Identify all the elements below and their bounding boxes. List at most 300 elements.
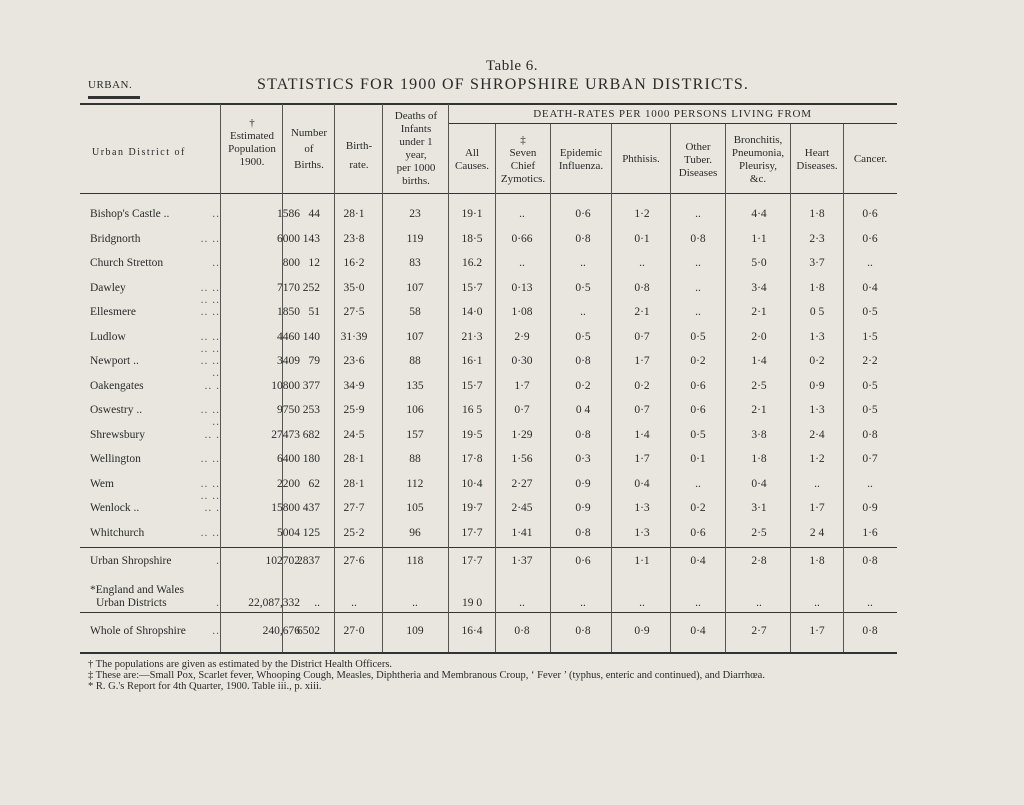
district-name: Urban Shropshire xyxy=(90,555,172,567)
leader-dots: .. .. xyxy=(200,453,220,465)
cell-heart: .. xyxy=(814,477,820,490)
header-line: Population xyxy=(228,143,276,155)
cell-births: .. xyxy=(314,597,320,609)
table-row xyxy=(0,380,1024,396)
cell-births: 62 xyxy=(308,477,320,490)
table-row xyxy=(0,257,1024,273)
cell-phth: 1·7 xyxy=(634,453,650,465)
header-line: Diseases. xyxy=(796,160,838,172)
leader-dots: .. .. xyxy=(200,306,220,318)
cell-seven: 0·13 xyxy=(511,281,533,294)
cell-phth: 1·4 xyxy=(634,428,650,441)
cell-canc: .. xyxy=(867,477,873,490)
cell-heart: 2·4 xyxy=(809,428,825,441)
cell-pop: 3409 xyxy=(277,355,300,367)
cell-tub: 0·2 xyxy=(690,355,706,367)
district-name: Newport .. xyxy=(90,355,139,367)
cell-epi: .. xyxy=(580,306,586,318)
cell-pop: 4460 xyxy=(277,330,300,343)
header-line: Influenza. xyxy=(558,160,604,172)
header-line: Births. xyxy=(294,159,324,171)
table-row xyxy=(0,208,1024,224)
cell-seven: 1·7 xyxy=(514,379,530,392)
header-line: All xyxy=(464,147,480,159)
births-header xyxy=(284,127,334,172)
cell-phth: 0·7 xyxy=(634,330,650,343)
table-number: Table 6. xyxy=(485,58,539,74)
header-line: † xyxy=(249,117,255,129)
district-name: Dawley xyxy=(90,281,126,294)
leader-dots: .. .. .. xyxy=(200,404,220,428)
cell-tub: 0·2 xyxy=(690,502,706,514)
district-name: Bishop's Castle .. xyxy=(90,208,170,220)
header-line: Bronchitis, xyxy=(733,134,783,146)
table-row xyxy=(0,555,1024,571)
cell-all: 16·1 xyxy=(461,355,483,367)
cell-canc: 0·8 xyxy=(862,555,878,567)
cell-seven: 0·8 xyxy=(514,625,530,637)
cell-phth: .. xyxy=(639,257,645,269)
page-title: STATISTICS FOR 1900 OF SHROPSHIRE URBAN DISTRICTS. xyxy=(257,76,750,93)
cell-heart: 1·2 xyxy=(809,453,825,465)
cell-phth: .. xyxy=(639,597,645,609)
header-line: Pleurisy, xyxy=(738,160,778,172)
cell-epi: 0·5 xyxy=(575,281,591,294)
cell-canc: 0·6 xyxy=(862,232,878,245)
leader-dots: . xyxy=(216,597,220,609)
cell-rate: 25·2 xyxy=(343,526,365,539)
cell-canc: 0·5 xyxy=(862,404,878,416)
header-line: rate. xyxy=(349,159,369,171)
cell-heart: 1·3 xyxy=(809,404,825,416)
table-row xyxy=(0,281,1024,306)
cell-rate: 25·9 xyxy=(343,404,365,416)
cell-phth: 0·7 xyxy=(634,404,650,416)
cell-births: 6502 xyxy=(297,625,320,637)
leader-dots: .. .. .. .. xyxy=(200,477,220,502)
phthisis-header xyxy=(612,153,670,166)
cell-canc: 0·5 xyxy=(862,379,878,392)
cell-inf: 109 xyxy=(406,625,424,637)
cell-epi: 0·8 xyxy=(575,625,591,637)
cell-inf: 118 xyxy=(406,555,424,567)
district-name: Wem xyxy=(90,477,114,490)
cell-pop: 240,676 xyxy=(262,625,300,637)
cell-tub: .. xyxy=(695,281,701,294)
cell-all: 17·7 xyxy=(461,555,483,567)
cell-seven: 1·56 xyxy=(511,453,533,465)
cell-seven: 1·37 xyxy=(511,555,533,567)
cell-heart: 1·8 xyxy=(809,281,825,294)
cell-bron: 3·8 xyxy=(751,428,767,441)
header-line: Infants xyxy=(400,123,432,135)
district-name: Oakengates xyxy=(90,379,144,392)
header-line: Causes. xyxy=(455,160,489,172)
cell-rate: 23·6 xyxy=(343,355,365,367)
cell-births: 44 xyxy=(308,208,320,220)
cell-all: 19·1 xyxy=(461,208,483,220)
cell-canc: 1·5 xyxy=(862,330,878,343)
cell-epi: .. xyxy=(580,257,586,269)
cell-all: 19·5 xyxy=(461,428,483,441)
all-causes-header xyxy=(449,147,495,173)
cell-bron: 3·4 xyxy=(751,281,767,294)
header-line: Deaths of xyxy=(394,110,438,122)
table-row xyxy=(0,330,1024,355)
cell-rate: 28·1 xyxy=(343,453,365,465)
cell-tub: .. xyxy=(695,477,701,490)
cell-rate: 31·39 xyxy=(340,330,368,343)
cell-seven: 0·30 xyxy=(511,355,533,367)
cell-all: 16.2 xyxy=(461,257,483,269)
cell-canc: 1·6 xyxy=(862,526,878,539)
cell-tub: 0·8 xyxy=(690,232,706,245)
cell-inf: 23 xyxy=(409,208,421,220)
cell-tub: .. xyxy=(695,257,701,269)
cell-rate: .. xyxy=(351,597,357,609)
table-row xyxy=(0,355,1024,379)
footnote: ‡ These are:—Small Pox, Scarlet fever, Whooping Cough, Measles, Diphtheria and Membranous Croup, ‘ Fever ’ (typhus, enteric and continued), and Diarrhœa. xyxy=(88,670,765,681)
cell-phth: 0·4 xyxy=(634,477,650,490)
district-header: Urban District of xyxy=(92,147,186,158)
header-line: births. xyxy=(402,175,430,187)
table-row xyxy=(0,502,1024,518)
cell-inf: 58 xyxy=(409,306,421,318)
epidemic-influenza-header xyxy=(551,147,611,173)
table-row xyxy=(0,453,1024,469)
cell-tub: 0·1 xyxy=(690,453,706,465)
cell-all: 10·4 xyxy=(461,477,483,490)
cell-rate: 27·6 xyxy=(343,555,365,567)
death-rates-group-header: DEATH-RATES PER 1000 PERSONS LIVING FROM xyxy=(533,108,812,120)
cell-pop: 1850 xyxy=(277,306,300,318)
district-name: Wellington xyxy=(90,453,141,465)
cell-phth: 1·1 xyxy=(634,555,650,567)
district-name-line: Urban Districts xyxy=(96,597,167,609)
cell-all: 16·4 xyxy=(461,625,483,637)
leader-dots: .. . xyxy=(204,502,220,514)
cell-heart: 1·3 xyxy=(809,330,825,343)
cell-epi: 0·9 xyxy=(575,477,591,490)
cell-heart: 1·7 xyxy=(809,625,825,637)
cell-epi: 0·5 xyxy=(575,330,591,343)
cell-inf: 107 xyxy=(406,281,424,294)
header-line: Zymotics. xyxy=(500,173,546,185)
cell-rate: 27·5 xyxy=(343,306,365,318)
header-line: year, xyxy=(405,149,427,161)
district-name: Church Stretton xyxy=(90,257,164,269)
cell-phth: 0·1 xyxy=(634,232,650,245)
cell-bron: 2·1 xyxy=(751,404,767,416)
cell-pop: 6400 xyxy=(277,453,300,465)
cell-births: 51 xyxy=(308,306,320,318)
cell-phth: 0·2 xyxy=(634,379,650,392)
cell-tub: 0·5 xyxy=(690,428,706,441)
birth-rate-header xyxy=(336,140,382,172)
cell-tub: .. xyxy=(695,597,701,609)
cell-phth: 1·2 xyxy=(634,208,650,220)
cell-all: 15·7 xyxy=(461,281,483,294)
cell-canc: 0·6 xyxy=(862,208,878,220)
leader-dots: . xyxy=(216,555,220,567)
district-name: Shrewsbury xyxy=(90,428,145,441)
cell-inf: 112 xyxy=(406,477,424,490)
district-name xyxy=(90,584,184,610)
header-line: Seven xyxy=(509,147,537,159)
cell-births: 2837 xyxy=(297,555,320,567)
section-label: URBAN. xyxy=(88,79,133,91)
cell-rate: 27·0 xyxy=(343,625,365,637)
header-line: Diseases xyxy=(678,167,718,179)
cell-pop: 7170 xyxy=(277,281,300,294)
leader-dots: .. .. .. .. xyxy=(200,330,220,355)
header-line: Phthisis. xyxy=(622,153,660,165)
table-row xyxy=(0,625,1024,641)
cell-seven: 1·08 xyxy=(511,306,533,318)
header-line: &c. xyxy=(749,173,767,185)
table-row xyxy=(0,429,1024,445)
cell-pop: 5004 xyxy=(277,526,300,539)
cell-heart: 2 4 xyxy=(809,526,825,539)
cell-all: 14·0 xyxy=(461,306,483,318)
cell-canc: 0·9 xyxy=(862,502,878,514)
footnote: * R. G.'s Report for 4th Quarter, 1900. Table iii., p. xiii. xyxy=(88,681,322,692)
leader-dots: .. . xyxy=(204,379,220,392)
header-line: of xyxy=(304,143,314,155)
table-row xyxy=(0,404,1024,428)
body-bottom-rule xyxy=(80,547,897,548)
cell-heart: 1·8 xyxy=(809,555,825,567)
cell-inf: 157 xyxy=(406,428,424,441)
cell-seven: 0·66 xyxy=(511,232,533,245)
cell-rate: 28·1 xyxy=(343,208,365,220)
cell-all: 21·3 xyxy=(461,330,483,343)
cell-canc: 0·8 xyxy=(862,625,878,637)
cell-pop: 2200 xyxy=(277,477,300,490)
cell-rate: 27·7 xyxy=(343,502,365,514)
cell-epi: 0·6 xyxy=(575,208,591,220)
cell-seven: 2·45 xyxy=(511,502,533,514)
cell-bron: 2·0 xyxy=(751,330,767,343)
cell-seven: .. xyxy=(519,208,525,220)
cell-epi: 0·2 xyxy=(575,379,591,392)
leader-dots: .. .. .. .. xyxy=(200,281,220,306)
cell-bron: 4·4 xyxy=(751,208,767,220)
cell-bron: 3·1 xyxy=(751,502,767,514)
cell-births: 253 xyxy=(302,404,320,416)
cell-all: 15·7 xyxy=(461,379,483,392)
cell-heart: .. xyxy=(814,597,820,609)
district-name: Wenlock .. xyxy=(90,502,140,514)
cell-heart: 0·2 xyxy=(809,355,825,367)
cell-pop: 10800 xyxy=(271,379,300,392)
cell-inf: 105 xyxy=(406,502,424,514)
cell-pop: 102702 xyxy=(265,555,300,567)
cell-rate: 24·5 xyxy=(343,428,365,441)
cell-births: 180 xyxy=(302,453,320,465)
bronchitis-header xyxy=(726,134,790,186)
cell-bron: 2·1 xyxy=(751,306,767,318)
cell-bron: .. xyxy=(756,597,762,609)
cell-all: 17·8 xyxy=(461,453,483,465)
cell-bron: 1·4 xyxy=(751,355,767,367)
table-top-rule xyxy=(80,103,897,105)
cell-tub: 0·6 xyxy=(690,404,706,416)
cell-pop: 27473 xyxy=(271,428,300,441)
table-row xyxy=(0,477,1024,502)
cell-rate: 34·9 xyxy=(343,379,365,392)
header-line: under 1 xyxy=(399,136,433,148)
cell-pop: 800 xyxy=(282,257,300,269)
cell-heart: 2·3 xyxy=(809,232,825,245)
cell-canc: 2·2 xyxy=(862,355,878,367)
cell-heart: 1·7 xyxy=(809,502,825,514)
district-name: Ellesmere xyxy=(90,306,136,318)
header-line: Estimated xyxy=(230,130,274,142)
heart-header xyxy=(791,147,843,173)
district-name: Bridgnorth xyxy=(90,232,141,245)
cell-pop: 6000 xyxy=(277,232,300,245)
cell-canc: .. xyxy=(867,597,873,609)
footnote: † The populations are given as estimated by the District Health Officers. xyxy=(88,659,393,670)
cell-bron: 2·7 xyxy=(751,625,767,637)
cell-rate: 35·0 xyxy=(343,281,365,294)
header-line: Pneumonia, xyxy=(731,147,785,159)
district-name: Ludlow xyxy=(90,330,126,343)
header-bottom-rule xyxy=(80,193,897,194)
cell-seven: 1·41 xyxy=(511,526,533,539)
cell-canc: .. xyxy=(867,257,873,269)
cell-inf: 106 xyxy=(406,404,424,416)
cell-inf: 107 xyxy=(406,330,424,343)
cell-bron: 1·8 xyxy=(751,453,767,465)
cell-pop: 1586 xyxy=(277,208,300,220)
cell-epi: 0·8 xyxy=(575,428,591,441)
cell-canc: 0·8 xyxy=(862,428,878,441)
cell-births: 252 xyxy=(302,281,320,294)
england-bottom-rule xyxy=(80,612,897,613)
cancer-header xyxy=(844,153,897,166)
cell-tub: .. xyxy=(695,208,701,220)
cell-canc: 0·5 xyxy=(862,306,878,318)
header-line: Tuber. xyxy=(683,154,713,166)
cell-heart: 0·9 xyxy=(809,379,825,392)
cell-inf: 88 xyxy=(409,355,421,367)
cell-tub: 0·5 xyxy=(690,330,706,343)
cell-heart: 3·7 xyxy=(809,257,825,269)
cell-rate: 28·1 xyxy=(343,477,365,490)
cell-seven: .. xyxy=(519,597,525,609)
table-row xyxy=(0,233,1024,249)
cell-tub: 0·4 xyxy=(690,625,706,637)
cell-seven: .. xyxy=(519,257,525,269)
footnotes xyxy=(88,659,765,692)
leader-dots: .. . xyxy=(204,428,220,441)
cell-heart: 0 5 xyxy=(809,306,825,318)
header-line: Number xyxy=(290,127,328,139)
header-line: Other xyxy=(685,141,711,153)
district-name: Whitchurch xyxy=(90,526,145,539)
cell-all: 18·5 xyxy=(461,232,483,245)
cell-births: 12 xyxy=(308,257,320,269)
cell-phth: 2·1 xyxy=(634,306,650,318)
table-row xyxy=(0,584,1024,609)
cell-epi: 0 4 xyxy=(575,404,591,416)
cell-phth: 1·3 xyxy=(634,502,650,514)
cell-tub: .. xyxy=(695,306,701,318)
cell-bron: 2·5 xyxy=(751,379,767,392)
cell-births: 125 xyxy=(302,526,320,539)
cell-phth: 1·7 xyxy=(634,355,650,367)
cell-pop: 9750 xyxy=(277,404,300,416)
cell-epi: 0·8 xyxy=(575,355,591,367)
cell-rate: 23·8 xyxy=(343,232,365,245)
cell-births: 79 xyxy=(308,355,320,367)
leader-dots: .. .. xyxy=(200,526,220,539)
leader-dots: .. xyxy=(212,625,220,637)
header-line: ‡ xyxy=(520,134,526,146)
cell-inf: 119 xyxy=(406,232,424,245)
header-line: per 1000 xyxy=(396,162,436,174)
cell-bron: 1·1 xyxy=(751,232,767,245)
cell-inf: .. xyxy=(412,597,418,609)
cell-phth: 0·9 xyxy=(634,625,650,637)
cell-births: 143 xyxy=(302,232,320,245)
cell-bron: 2·8 xyxy=(751,555,767,567)
table-bottom-rule xyxy=(80,652,897,654)
leader-dots: .. xyxy=(212,257,220,269)
cell-phth: 0·8 xyxy=(634,281,650,294)
cell-all: 17·7 xyxy=(461,526,483,539)
cell-canc: 0·4 xyxy=(862,281,878,294)
leader-dots: .. xyxy=(212,208,220,220)
cell-tub: 0·6 xyxy=(690,526,706,539)
cell-inf: 88 xyxy=(409,453,421,465)
cell-inf: 83 xyxy=(409,257,421,269)
cell-seven: 2·27 xyxy=(511,477,533,490)
cell-canc: 0·7 xyxy=(862,453,878,465)
cell-births: 437 xyxy=(302,502,320,514)
section-underline xyxy=(88,96,140,99)
header-line: Cancer. xyxy=(853,153,888,165)
cell-bron: 5·0 xyxy=(751,257,767,269)
leader-dots: .. .. xyxy=(200,232,220,245)
header-line: Chief xyxy=(510,160,536,172)
cell-births: 682 xyxy=(302,428,320,441)
district-name-line: *England and Wales xyxy=(90,584,185,596)
cell-births: 140 xyxy=(302,330,320,343)
cell-seven: 0·7 xyxy=(514,404,530,416)
cell-epi: 0·8 xyxy=(575,526,591,539)
infant-deaths-header xyxy=(384,110,448,188)
cell-pop: 22,087,332 xyxy=(248,597,300,609)
district-name: Oswestry .. xyxy=(90,404,143,416)
cell-all: 19 0 xyxy=(461,597,483,609)
cell-epi: 0·9 xyxy=(575,502,591,514)
header-line: Epidemic xyxy=(559,147,603,159)
header-line: Heart xyxy=(804,147,830,159)
leader-dots: .. .. .. xyxy=(200,355,220,379)
seven-zymotics-header xyxy=(496,134,550,186)
group-rule xyxy=(448,123,897,124)
cell-epi: .. xyxy=(580,597,586,609)
cell-epi: 0·6 xyxy=(575,555,591,567)
cell-epi: 0·3 xyxy=(575,453,591,465)
cell-pop: 15800 xyxy=(271,502,300,514)
header-line: 1900. xyxy=(239,156,265,168)
header-line: Birth- xyxy=(345,140,373,152)
table-row xyxy=(0,306,1024,322)
